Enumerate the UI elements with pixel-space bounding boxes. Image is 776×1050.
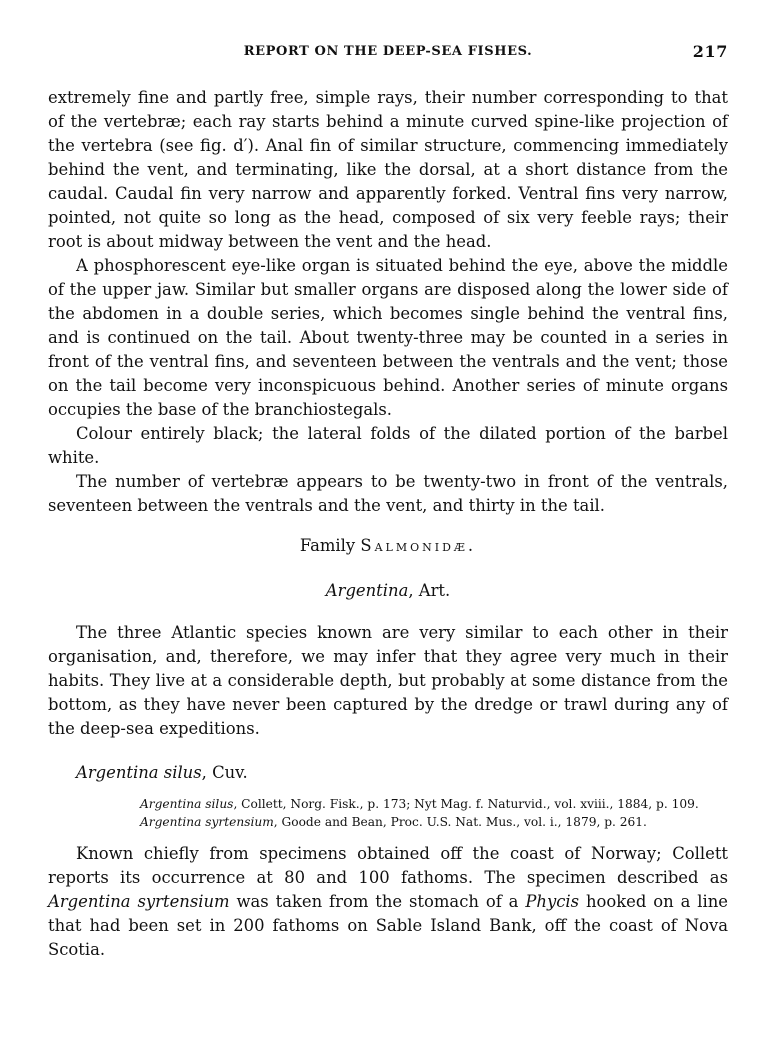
- family-heading-name: Salmonidæ.: [360, 536, 477, 555]
- family-heading-prefix: Family: [299, 536, 356, 555]
- synonymy-name: Argentina syrtensium: [140, 815, 274, 829]
- synonymy-entry: [140, 813, 730, 831]
- page-number: 217: [692, 42, 728, 61]
- species-text-part2: was taken from the stomach of a: [229, 892, 526, 911]
- paragraph-phosphorescent-organs: A phosphorescent eye-like organ is situated behind the eye, above the middle of the upper jaw. Similar but smaller organs are disposed along the lower side of the abdomen in a double series, which becomes single behind the ventral fins, and is continued on the tail. About twenty-three may be counted in a series in front of the ventral fins, and seventeen between the ventrals and the vent; those on the tail become very inconspicuous behind. Another series of minute organs occupies the base of the branchiostegals.: [48, 256, 728, 419]
- genus-name: Argentina: [325, 581, 409, 600]
- synonymy-list: [140, 795, 730, 831]
- species-text-italic1: Argentina syrtensium: [48, 892, 230, 911]
- synonymy-reference: , Collett, Norg. Fisk., p. 173; Nyt Mag. f. Naturvid., vol. xviii., 1884, p. 109.: [233, 797, 699, 811]
- paragraph-fins: extremely fine and partly free, simple rays, their number corresponding to that of the vertebræ; each ray starts behind a minute curved spine-like projection of the vertebra (see fig. d′). Anal fin of similar structure, commencing immediately behind the vent, and terminating, like the dorsal, at a short distance from the caudal. Caudal fin very narrow and apparently forked. Ventral fins very narrow, pointed, not quite so long as the head, composed of six very feeble rays; their root is about midway between the vent and the head.: [48, 88, 728, 251]
- genus-heading: [48, 581, 728, 600]
- species-text-part1: Known chiefly from specimens obtained off the coast of Norway; Collett reports its occurrence at 80 and 100 fathoms. The specimen described as: [48, 844, 728, 887]
- running-head: [48, 44, 728, 66]
- paragraph-genus-habits: The three Atlantic species known are very similar to each other in their organisation, and, therefore, we may infer that they agree very much in their habits. They live at a considerable depth, but probably at some distance from the bottom, as they have never been captured by the dredge or trawl during any of the deep-sea expeditions.: [48, 623, 728, 738]
- genus-description: [48, 621, 728, 741]
- species-name: Argentina silus: [76, 763, 202, 782]
- species-text-italic2: Phycis: [525, 892, 580, 911]
- species-heading: [76, 763, 248, 782]
- genus-author: , Art.: [408, 581, 451, 600]
- running-head-title: REPORT ON THE DEEP-SEA FISHES.: [243, 44, 533, 59]
- paragraph-species-occurrence: [48, 842, 728, 962]
- paragraph-vertebrae: The number of vertebræ appears to be twenty-two in front of the ventrals, seventeen between the ventrals and the vent, and thirty in the tail.: [48, 472, 728, 515]
- species-author: , Cuv.: [201, 763, 248, 782]
- species-description: [48, 842, 728, 962]
- species-description-continued: [48, 86, 728, 518]
- family-heading: [48, 536, 728, 555]
- species-text-part3: hooked on a line that had been set in 200 fathoms on Sable Island Bank, off the coast of Nova Scotia.: [48, 892, 729, 959]
- paragraph-colour: Colour entirely black; the lateral folds of the dilated portion of the barbel white.: [48, 424, 728, 467]
- synonymy-name: Argentina silus: [140, 797, 234, 811]
- synonymy-entry: [140, 795, 730, 813]
- synonymy-reference: , Goode and Bean, Proc. U.S. Nat. Mus., vol. i., 1879, p. 261.: [273, 815, 647, 829]
